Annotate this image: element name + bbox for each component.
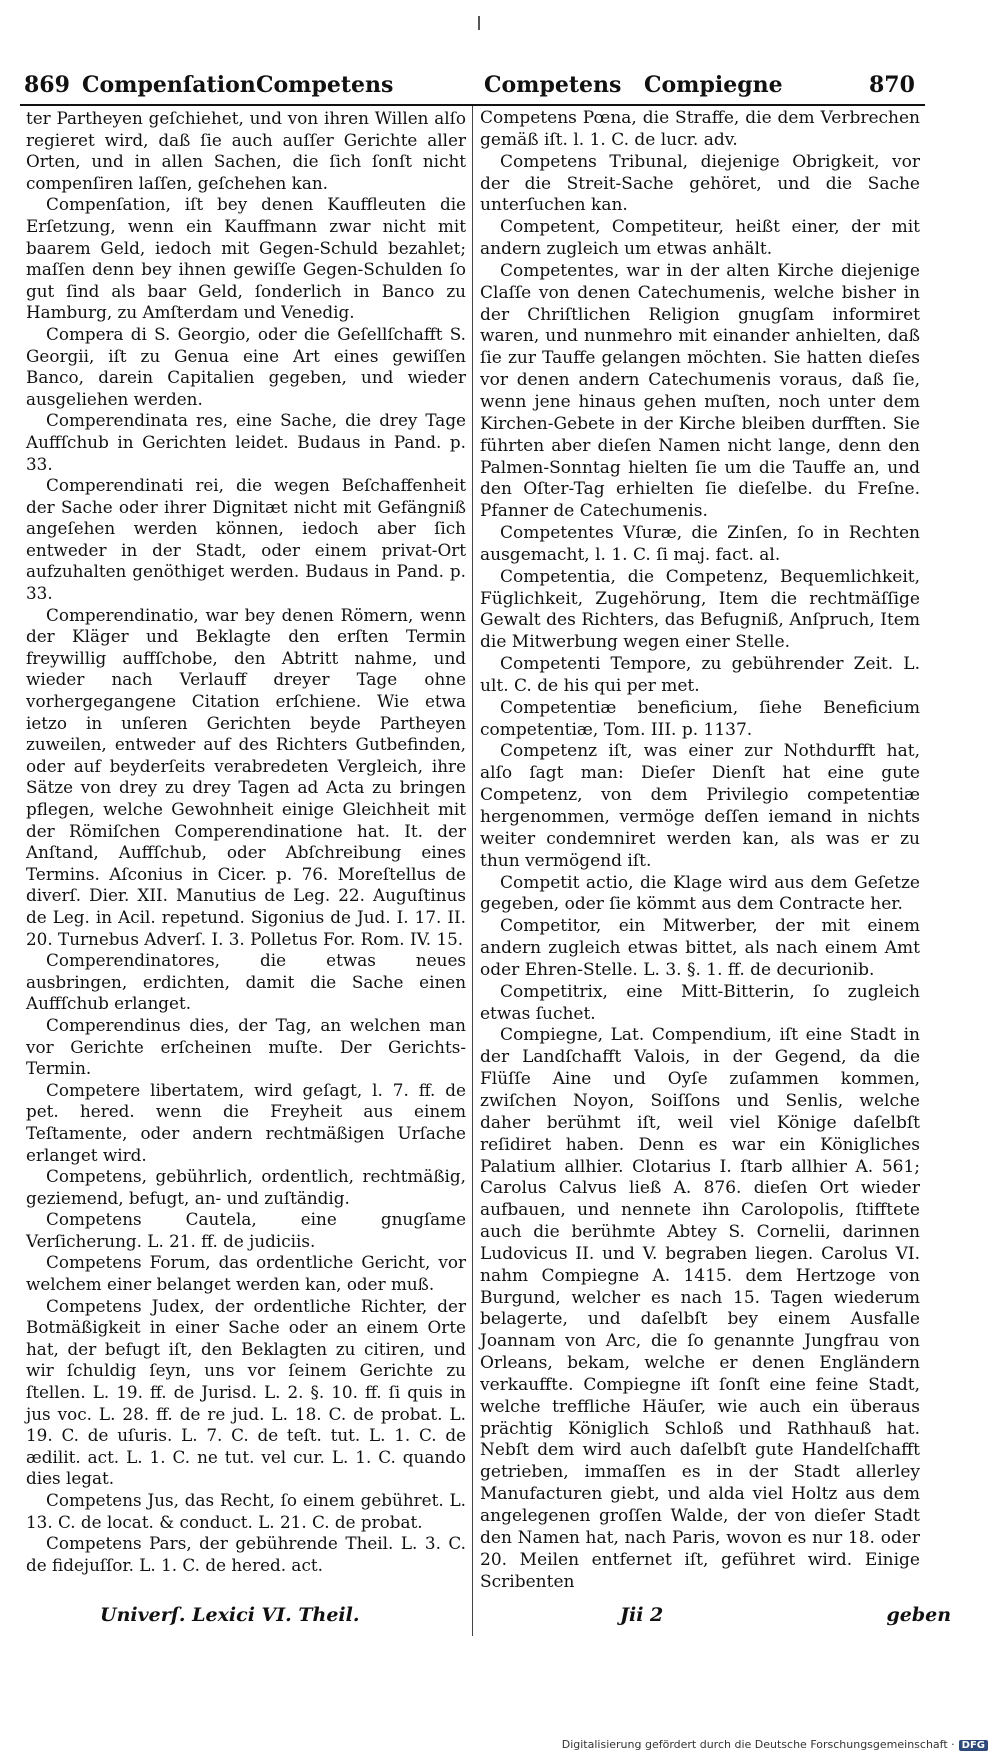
lexicon-entry: Competens Judex, der ordentliche Richter, der Botmäßigkeit in einer Sache oder an einem Orte hat, der befugt iſt, den Beklagten zu citiren, und wir ſchuldig ſeyn, uns vor ſeinem Gerichte zu ſtellen. L. 19. ff. de Jurisd. L. 2. §. 10. ff. ſi quis in jus voc. L. 28. ff. de re jud. L. 18. C. de probat. L. 19. C. de uſuris. L. 7. C. de teſt. tut. L. 1. C. de ædilit. act. L. 1. C. ne tut. vel cur. L. 1. C. quando dies legat. <box>26 1295 466 1489</box>
header-keyword-1: Compenſation <box>82 72 256 98</box>
header-keyword-2: Competens <box>256 72 394 98</box>
lexicon-entry: Competens Pars, der gebührende Theil. L. 3. C. de fidejuſſor. L. 1. C. de hered. act. <box>26 1533 466 1575</box>
credit-text: Digitalisierung gefördert durch die Deutsche Forschungsgemeinschaft · <box>561 1738 955 1751</box>
header-keyword-3: Competens <box>484 72 622 98</box>
running-header <box>24 72 924 102</box>
catchwords <box>620 1604 951 1626</box>
lexicon-entry: Competens Pœna, die Straffe, die dem Verbrechen gemäß iſt. l. 1. C. de lucr. adv. <box>480 108 920 150</box>
lexicon-entry: Competitor, ein Mitwerber, der mit einem andern zugleich etwas bittet, als nach einem Amt oder Ehren-Stelle. L. 3. §. 1. ff. de decurionib. <box>480 916 920 980</box>
signature-mark: Univerſ. Lexici VI. Theil. <box>100 1604 360 1626</box>
column-divider <box>472 106 473 1636</box>
lexicon-entry: Competens Tribunal, diejenige Obrigkeit, vor der die Streit-Sache gehöret, und die Sache unterſuchen kan. <box>480 151 920 216</box>
digitization-credit <box>562 1738 988 1751</box>
lexicon-entry: Comperendinus dies, der Tag, an welchen man vor Gerichte erſcheinen muſte. Der Gerichts-Termin. <box>26 1014 466 1079</box>
page-number-right: 870 <box>869 72 915 98</box>
lexicon-entry: ter Partheyen geſchiehet, und von ihren Willen alſo regieret wird, daß ſie auch auſſer Gerichte aller Orten, und in allen Sachen, die ſich ſonſt nicht compenſiren laſſen, geſchehen kan. <box>26 108 466 193</box>
lexicon-entry: Competent, Competiteur, heißt einer, der mit andern zugleich um etwas anhält. <box>480 217 920 260</box>
lexicon-entry: Competit actio, die Klage wird aus dem Geſetze gegeben, oder ſie kömmt aus dem Contracte her. <box>480 872 920 915</box>
lexicon-entry: Comperendinatores, die etwas neues ausbringen, erdichten, damit die Sache einen Auffſchub erlanget. <box>26 950 466 1014</box>
lexicon-entry: Compenſation, iſt bey denen Kauffleuten die Erſetzung, wenn ein Kauffmann zwar nicht mit baarem Geld, iedoch mit Gegen-Schuld bezahlet; maſſen denn bey ihnen gewiſſe Gegen-Schulden ſo gut ſind als baar Geld, ſonderlich in Banco zu Hamburg, zu Amſterdam und Venedig. <box>26 194 466 323</box>
catchword-next: geben <box>886 1604 952 1626</box>
lexicon-entry: Competentes Vſuræ, die Zinſen, ſo in Rechten ausgemacht, l. 1. C. ſi maj. fact. al. <box>480 523 920 565</box>
dfg-logo: DFG <box>959 1740 988 1751</box>
lexicon-entry: Competens, gebührlich, ordentlich, rechtmäßig, geziemend, befugt, an- und zuſtändig. <box>26 1166 466 1208</box>
lexicon-entry: Competentes, war in der alten Kirche diejenige Claſſe von denen Catechumenis, welche bisher in der Chriſtlichen Religion gnugſam informiret waren, und nunmehro mit einander anhielten, daß ſie zur Tauffe gelangen möchten. Sie hatten dieſes vor denen andern Catechumenis voraus, daß ſie, wenn jene hinaus gehen muſten, noch unter dem Kirchen-Gebete in der Kirche bleiben durfften. Sie führten aber dieſen Namen nicht lange, denn den Palmen-Sonntag hielten ſie um die Tauffe an, und den Oſter-Tag erhielten ſie dieſelbe. du Freſne. Pfanner de Catechumenis. <box>480 260 920 522</box>
lexicon-entry: Competentiæ beneficium, ſiehe Beneficium competentiæ, Tom. III. p. 1137. <box>480 697 920 740</box>
lexicon-entry: Competens Jus, das Recht, ſo einem gebühret. L. 13. C. de locat. & conduct. L. 21. C. de probat. <box>26 1490 466 1532</box>
lexicon-entry: Compera di S. Georgio, oder die Geſellſchafft S. Georgii, iſt zu Genua eine Art eines gewiſſen Banco, darein Capitalien gegeben, und wieder ausgeliehen werden. <box>26 323 466 409</box>
lexicon-entry: Competens Forum, das ordentliche Gericht, vor welchem einer belanget werden kan, oder muß. <box>26 1252 466 1295</box>
lexicon-entry: Comperendinatio, war bey denen Römern, wenn der Kläger und Beklagte den erſten Termin freywillig auffſchobe, den Abtritt nahme, und wieder nach Verlauff dreyer Tage ohne vorhergegangene Citation erſchiene. Wie etwa ietzo in unſeren Gerichten beyde Partheyen zuweilen, entweder auf des Richters Gutbefinden, oder auf beyderſeits verabredeten Vergleich, ihre Sätze von drey zu drey Tagen ad Acta zu bringen pflegen, welche Gewohnheit einige Gleichheit mit der Römiſchen Comperendinatione hat. It. der Anſtand, Auffſchub, oder Abſchreibung eines Termins. Aſconius in Cicer. p. 76. Moreſtellus de diverſ. Dier. XII. Manutius de Leg. 22. Auguſtinus de Leg. in Acil. repetund. Sigonius de Jud. I. 17. II. 20. Turnebus Adverſ. I. 3. Polletus For. Rom. IV. 15. <box>26 604 466 949</box>
left-column <box>26 108 466 1576</box>
lexicon-entry: Competens Cautela, eine gnugſame Verſicherung. L. 21. ff. de judiciis. <box>26 1209 466 1251</box>
lexicon-entry: Competenz iſt, was einer zur Nothdurfft hat, alſo ſagt man: Dieſer Dienſt hat eine gute Competenz, von dem Privilegio competentiæ hergenommen, vermöge deſſen iemand in nichts weiter condemniret werden kan, als was er zu thun vermögend iſt. <box>480 741 920 871</box>
lexicon-entry: Competere libertatem, wird geſagt, l. 7. ff. de pet. hered. wenn die Freyheit aus einem Teſtamente, oder andern rechtmäßigen Urſache erlanget wird. <box>26 1079 466 1165</box>
scan-mark <box>478 16 480 30</box>
page-number-left: 869 <box>24 72 70 98</box>
lexicon-entry: Comperendinata res, eine Sache, die drey Tage Auffſchub in Gerichten leidet. Budaus in Pand. p. 33. <box>26 410 466 474</box>
lexicon-entry: Competitrix, eine Mitt-Bitterin, ſo zugleich etwas ſuchet. <box>480 981 920 1024</box>
catchword-signature: Jii 2 <box>620 1604 664 1626</box>
lexicon-entry: Compiegne, Lat. Compendium, iſt eine Stadt in der Landſchafft Valois, in der Gegend, da die Flüſſe Aine und Oyſe zuſammen kommen, zwiſchen Noyon, Soiſſons und Senlis, welche daher berühmt iſt, weil viel Könige daſelbſt reſidiret haben. Denn es war ein Königliches Palatium allhier. Clotarius I. ſtarb allhier A. 561; Carolus Calvus ließ A. 876. dieſen Ort wieder aufbauen, und nennete ihn Carolopolis, ſtifftete auch die berühmte Abtey S. Cornelii, darinnen Ludovicus II. und V. begraben liegen. Carolus VI. nahm Compiegne A. 1415. dem Hertzoge von Burgund, welcher es nach 15. Tagen wiederum belagerte, und daſelbſt bey einem Ausfalle Joannam von Arc, die ſo genannte Jungfrau von Orleans, bekam, welche er denen Engländern verkauffte. Compiegne iſt ſonſt eine feine Stadt, welche treffliche Häuſer, wie auch ein überaus prächtig Königlich Schloß und Rathhauß hat. Nebſt dem wird auch daſelbſt gute Handelſchafft getrieben, immaſſen es in der Stadt allerley Manufacturen giebt, und alda viel Holtz aus dem angelegenen groſſen Walde, der von dieſer Stadt den Namen hat, nach Paris, wovon es nur 18. oder 20. Meilen entfernet iſt, geführet wird. Einige Scribenten <box>480 1025 920 1592</box>
header-keyword-4: Compiegne <box>644 72 783 98</box>
lexicon-entry: Competentia, die Competenz, Bequemlichkeit, Füglichkeit, Zugehörung, Item die rechtmäſſige Gewalt des Richters, das Befugniß, Anſpruch, Item die Mitwerbung wegen einer Stelle. <box>480 566 920 653</box>
lexicon-entry: Comperendinati rei, die wegen Beſchaffenheit der Sache oder ihrer Dignitæt nicht mit Gefängniß angeſehen werden können, iedoch aber ſich entweder in der Stadt, oder einem privat-Ort aufzuhalten genöthiget werden. Budaus in Pand. p. 33. <box>26 475 466 604</box>
right-column <box>480 108 920 1593</box>
lexicon-entry: Competenti Tempore, zu gebührender Zeit. L. ult. C. de his qui per met. <box>480 654 920 696</box>
